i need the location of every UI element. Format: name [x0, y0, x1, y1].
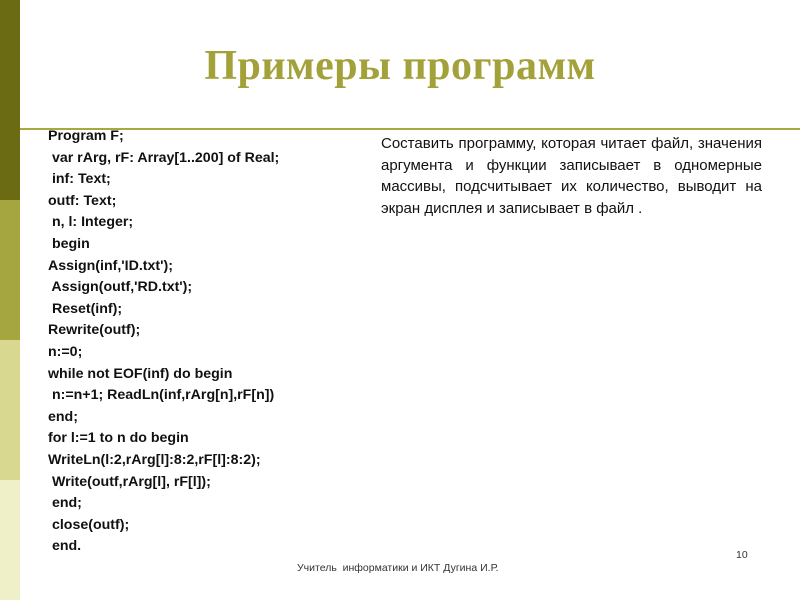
- code-line: n, l: Integer;: [48, 214, 134, 231]
- code-line: close(outf);: [48, 516, 130, 533]
- code-line: inf: Text;: [48, 171, 111, 188]
- side-bar-segment-pale: [0, 480, 20, 600]
- code-line: var rArg, rF: Array[1..200] of Real;: [48, 149, 280, 166]
- code-line: Reset(inf);: [48, 300, 123, 317]
- code-listing: [48, 126, 378, 558]
- code-line: end;: [48, 495, 82, 512]
- code-line: Program F;: [48, 128, 124, 144]
- code-line: WriteLn(l:2,rArg[l]:8:2,rF[l]:8:2);: [48, 451, 261, 468]
- code-line: end;: [48, 408, 78, 425]
- page-number: 10: [736, 549, 748, 561]
- task-description: Составить программу, которая читает файл, значения аргумента и функции записывает в одномерные массивы, подсчитывает их количество, выводит на экран дисплея и записывает в файл .: [381, 135, 762, 217]
- side-bar-segment-light: [0, 340, 20, 480]
- footer-author: Учитель информатики и ИКТ Дугина И.Р.: [297, 562, 499, 574]
- side-decoration-bar: [0, 0, 20, 600]
- code-line: n:=n+1; ReadLn(inf,rArg[n],rF[n]): [48, 387, 275, 404]
- code-line: begin: [48, 235, 90, 252]
- code-line: Write(outf,rArg[l], rF[l]);: [48, 473, 211, 490]
- code-line: Rewrite(outf);: [48, 322, 141, 339]
- code-line: end.: [48, 538, 82, 555]
- side-bar-segment-mid: [0, 200, 20, 340]
- slide-title: Примеры программ: [204, 43, 596, 89]
- code-line: Assign(inf,'ID.txt');: [48, 257, 173, 274]
- code-line: for l:=1 to n do begin: [48, 430, 189, 447]
- code-line: while not EOF(inf) do begin: [48, 365, 233, 382]
- code-line: Assign(outf,'RD.txt');: [48, 279, 193, 296]
- side-bar-segment-dark: [0, 0, 20, 200]
- code-line: n:=0;: [48, 343, 83, 360]
- code-line: outf: Text;: [48, 192, 117, 209]
